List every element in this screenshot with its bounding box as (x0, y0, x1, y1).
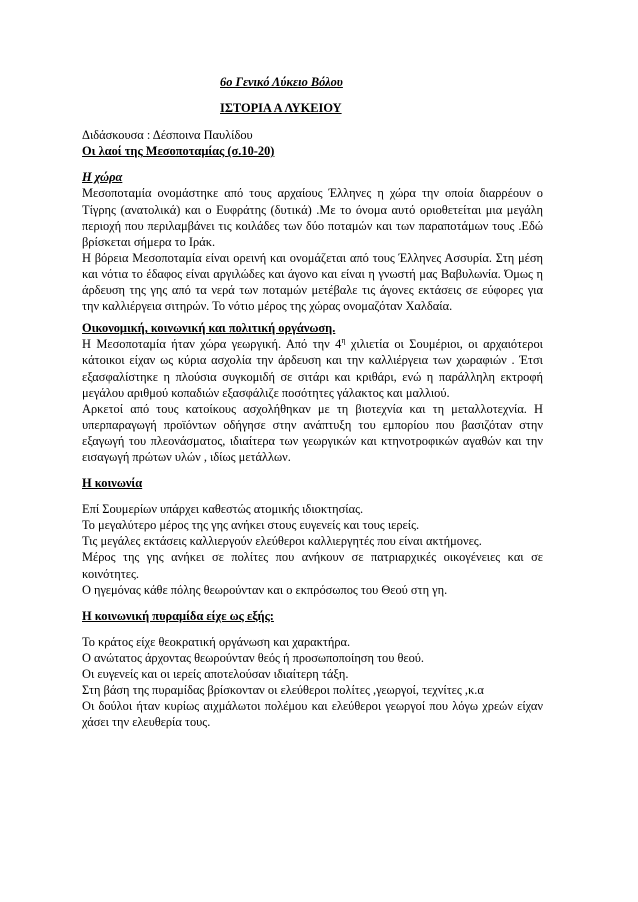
pyramid-line-2: Ο ανώτατος άρχοντας θεωρούνταν θεός ή προσωποποίηση του θεού. (82, 650, 425, 665)
section-heading-society: Η κοινωνία (82, 476, 143, 491)
economy-paragraph-2: Αρκετοί από τους κατοίκους ασχολήθηκαν με τη βιοτεχνία και τη μεταλλοτεχνία. Η υπερπαραγωγή προϊόντων οδήγησε στην ανάπτυξη του εμπορίου που βασιζόταν στην εξαγωγή του πλεονάσματος, ιδιαίτερα των γεωργικών και κτηνοτροφικών αγαθών και την εισαγωγή πρώτων υλών , ιδίως μετάλλων. (82, 401, 543, 464)
section-heading-pyramid: Η κοινωνική πυραμίδα είχε ως εξής: (82, 608, 274, 623)
section-heading-economy: Οικονομική, κοινωνική και πολιτική οργάνωση. (82, 321, 336, 336)
pyramid-line-1: Το κράτος είχε θεοκρατική οργάνωση και χαρακτήρα. (82, 634, 351, 649)
pyramid-line-3: Οι ευγενείς και οι ιερείς αποτελούσαν ιδιαίτερη τάξη. (82, 667, 349, 681)
course-title: ΙΣΤΟΡΙΑ Α ΛΥΚΕΙΟΥ (220, 101, 342, 116)
main-title: Οι λαοί της Μεσοποταμίας (σ.10-20) (82, 144, 275, 159)
society-line-5: Ο ηγεμόνας κάθε πόλης θεωρούνταν και ο εκπρόσωπος του Θεού στη γη. (82, 582, 448, 597)
teacher-name: Διδάσκουσα : Δέσποινα Παυλίδου (82, 128, 253, 143)
society-line-1: Επί Σουμερίων υπάρχει καθεστώς ατομικής ιδιοκτησίας. (82, 502, 364, 517)
land-paragraph-2: Η βόρεια Μεσοποταμία είναι ορεινή και ονομάζεται από τους Έλληνες Ασσυρία. Στη μέση και νότια το έδαφος είναι αργιλώδες και άγονο και είναι η γνωστή μας Βαβυλωνία. Όμως η άρδευση της γης από τα νερά των ποταμών μετέβαλε τις άγονες εκτάσεις σε εύφορες για την καλλιέργεια σιτηρών. Το νότιο μέρος της χώρας ονομαζόταν Χαλδαία. (82, 250, 543, 314)
school-name: 6ο Γενικό Λύκειο Βόλου (220, 75, 343, 89)
economy-paragraph-1 (82, 336, 543, 400)
document-page (82, 74, 543, 730)
economy-p1-before: Η Μεσοποταμία ήταν χώρα γεωργική. Από την 4 (82, 337, 342, 352)
pyramid-line-4: Στη βάση της πυραμίδας βρίσκονταν οι ελεύθεροι πολίτες ,γεωργοί, τεχνίτες ,κ.α (82, 683, 484, 698)
economy-p1-after: χιλιετία οι Σουμέριοι, οι αρχαιότεροι κάτοικοι είχαν ως κύρια ασχολία την άρδευση και την καλλιέργεια των χωραφιών . Έτσι εξασφαλίστηκε η πλούσια συγκομιδή σε σιτάρι και κριθάρι, ενώ η παράλληλη εκτροφή μεγάλου αριθμού κοπαδιών εξασφάλιζε ποσότητες γάλακτος και μαλλιού. (82, 337, 543, 400)
land-paragraph-1: Μεσοποταμία ονομάστηκε από τους αρχαίους Έλληνες η χώρα την οποία διαρρέουν ο Τίγρης (ανατολικά) και ο Ευφράτης (δυτικά) .Με το όνομα αυτό οριοθετείται μια μεγάλη περιοχή που περιλαμβάνει τις κοιλάδες των δύο ποταμών και των παραποτάμων τους .Εδώ βρίσκεται σήμερα το Ιράκ. (82, 186, 543, 249)
pyramid-line-5: Οι δούλοι ήταν κυρίως αιχμάλωτοι πολέμου και ελεύθεροι γεωργοί που λόγω χρεών είχαν χάσει την ελευθερία τους. (82, 699, 543, 730)
society-line-2: Το μεγαλύτερο μέρος της γης ανήκει στους ευγενείς και τους ιερείς. (82, 518, 420, 533)
society-line-3: Τις μεγάλες εκτάσεις καλλιεργούν ελεύθεροι καλλιεργητές που είναι ακτήμονες. (82, 534, 482, 549)
economy-p1-sup: η (341, 336, 346, 346)
society-line-4: Μέρος της γης ανήκει σε πολίτες που ανήκουν σε πατριαρχικές οικογένειες και σε κοινότητες. (82, 550, 543, 581)
section-heading-land: Η χώρα (82, 170, 123, 185)
